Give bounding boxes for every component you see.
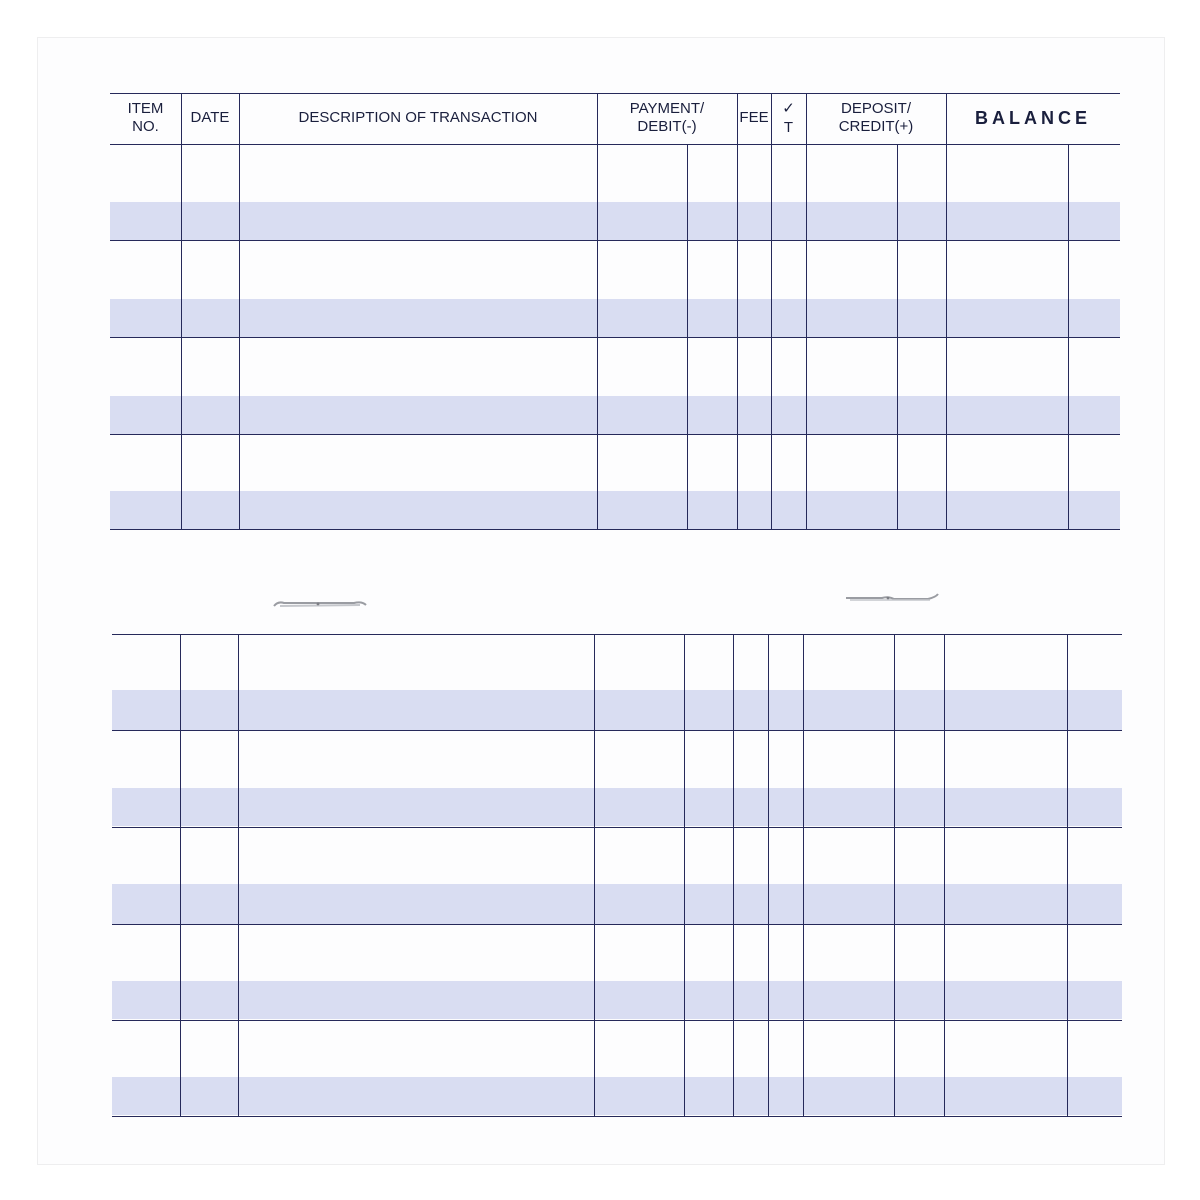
header-fee: FEE xyxy=(739,109,769,126)
column-divider xyxy=(687,144,688,530)
column-divider xyxy=(1068,144,1069,530)
row-divider xyxy=(110,529,1120,530)
row-divider xyxy=(112,827,1122,828)
row-divider xyxy=(112,1116,1122,1117)
row-divider xyxy=(112,730,1122,731)
register-table-top xyxy=(110,93,1120,533)
shaded-row-band xyxy=(112,690,1122,730)
column-divider xyxy=(944,634,945,1117)
shaded-row-band xyxy=(112,788,1122,826)
column-divider xyxy=(594,634,595,1117)
shaded-row-band xyxy=(110,299,1120,337)
row-divider xyxy=(112,924,1122,925)
shaded-row-band xyxy=(112,1077,1122,1115)
column-divider xyxy=(768,634,769,1117)
header-check-column xyxy=(771,93,806,143)
column-divider xyxy=(894,634,895,1117)
column-divider xyxy=(737,93,738,530)
shaded-row-band xyxy=(112,981,1122,1019)
column-divider xyxy=(239,93,240,530)
row-divider xyxy=(112,634,1122,635)
row-divider xyxy=(110,337,1120,338)
column-divider xyxy=(1067,634,1068,1117)
header-date: DATE xyxy=(190,109,230,126)
header-item-no: ITEM NO. xyxy=(127,100,164,135)
column-divider xyxy=(946,93,947,530)
column-divider xyxy=(684,634,685,1117)
staple-right-icon xyxy=(842,591,942,605)
column-divider xyxy=(803,634,804,1117)
column-divider xyxy=(238,634,239,1117)
column-divider xyxy=(806,93,807,530)
shaded-row-band xyxy=(110,491,1120,529)
row-divider xyxy=(110,144,1120,145)
header-payment-debit: PAYMENT/ DEBIT(-) xyxy=(629,100,705,135)
column-divider xyxy=(597,93,598,530)
column-divider xyxy=(180,634,181,1117)
header-description: DESCRIPTION OF TRANSACTION xyxy=(298,109,538,126)
checkmark-icon: ✓ xyxy=(782,100,795,117)
staple-left-icon xyxy=(270,597,370,611)
column-divider xyxy=(733,634,734,1117)
column-divider xyxy=(181,93,182,530)
shaded-row-band xyxy=(112,884,1122,924)
header-deposit-credit: DEPOSIT/ CREDIT(+) xyxy=(838,100,914,135)
header-balance: BALANCE xyxy=(975,108,1091,128)
shaded-row-band xyxy=(110,396,1120,434)
row-divider xyxy=(112,1020,1122,1021)
column-divider xyxy=(771,93,772,530)
row-divider xyxy=(110,434,1120,435)
column-divider xyxy=(897,144,898,530)
register-table-bottom xyxy=(112,634,1122,1119)
header-check-t: T xyxy=(783,119,794,136)
row-divider xyxy=(110,240,1120,241)
shaded-row-band xyxy=(110,202,1120,240)
